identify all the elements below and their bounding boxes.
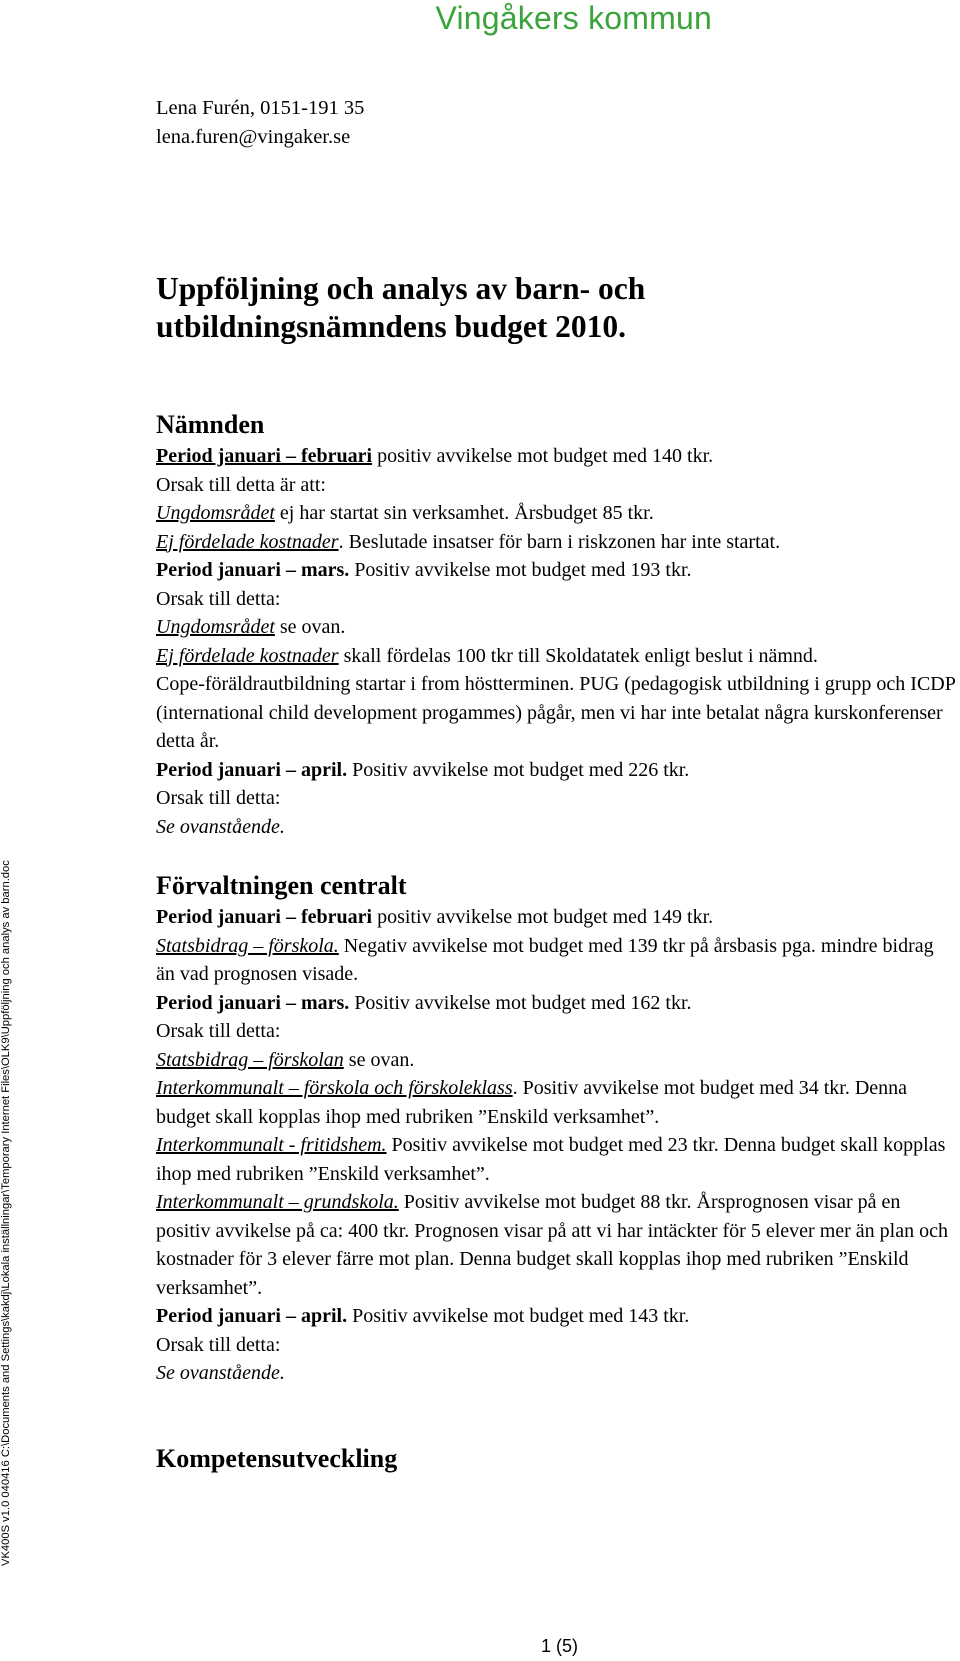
paragraph: Se ovanstående. — [156, 815, 285, 838]
document-title — [156, 270, 645, 346]
section-heading: Nämnden — [156, 410, 265, 439]
text: Positiv avvikelse mot budget 88 tkr. Årsprognosen visar på en positiv avvikelse på ca: 400 tkr. Prognosen visar på att vi har intäckter för 5 elever mer än plan och kostnader för 3 elever färre mot plan. Denna budget skall kopplas ihop med rubriken ”Enskild verksamhet”. — [156, 1191, 948, 1299]
text: se ovan. — [274, 616, 346, 638]
section-forvaltningen — [156, 869, 956, 1388]
period-label: Period januari – april. — [156, 758, 348, 781]
organization-name: Vingåkers kommun — [435, 0, 712, 36]
topic-link: Interkommunalt – grundskola. — [156, 1191, 399, 1213]
period-label: Period januari – februari — [156, 445, 373, 467]
paragraph: Orsak till detta är att: — [156, 473, 326, 496]
text: positiv avvikelse mot budget med 149 tkr. — [372, 906, 714, 928]
paragraph — [156, 442, 956, 471]
paragraph — [156, 1074, 956, 1131]
paragraph: Se ovanstående. — [156, 1362, 285, 1384]
text: Positiv avvikelse mot budget med 193 tkr. — [349, 559, 692, 581]
paragraph — [156, 528, 956, 557]
text: Positiv avvikelse mot budget med 23 tkr. Denna budget skall kopplas ihop med rubriken ”Enskild verksamhet”. — [156, 1134, 946, 1185]
section-namnden — [156, 408, 956, 841]
title-line-2: utbildningsnämndens budget 2010. — [156, 309, 627, 344]
paragraph: Orsak till detta: — [156, 1333, 281, 1356]
section-heading: Förvaltningen centralt — [156, 871, 407, 900]
topic-link: Ungdomsrådet — [156, 502, 275, 524]
contact-name-phone: Lena Furén, 0151-191 35 — [156, 97, 365, 119]
paragraph — [156, 1131, 956, 1188]
contact-email: lena.furen@vingaker.se — [156, 126, 351, 148]
paragraph — [156, 642, 956, 671]
text: ej har startat sin verksamhet. Årsbudget 85 tkr. — [274, 502, 654, 524]
topic-link: Statsbidrag – förskolan — [156, 1048, 344, 1071]
paragraph — [156, 756, 956, 785]
topic-link: Interkommunalt – förskola och förskoleklass — [156, 1077, 513, 1099]
text: se ovan. — [343, 1048, 415, 1071]
text: skall fördelas 100 tkr till Skoldatatek enligt beslut i nämnd. — [338, 644, 818, 667]
paragraph — [156, 499, 956, 528]
text: . Beslutade insatser för barn i riskzonen har inte startat. — [338, 530, 781, 553]
paragraph: Orsak till detta: — [156, 1020, 281, 1042]
paragraph: Orsak till detta: — [156, 787, 281, 809]
section-heading-kompetens: Kompetensutveckling — [156, 1444, 398, 1473]
text: Negativ avvikelse mot budget med 139 tkr på årsbasis pga. mindre bidrag än vad prognosen visade. — [156, 934, 934, 985]
period-label: Period januari – mars. — [156, 991, 350, 1014]
paragraph — [156, 556, 956, 585]
paragraph — [156, 1302, 956, 1331]
contact-block — [156, 94, 364, 152]
page-number: 1 (5) — [541, 1636, 579, 1656]
period-label: Period januari – februari — [156, 906, 373, 928]
side-file-path: VK400S v1.0 040416 C:\Documents and Settings\kakdj\Lokala inställningar\Temporary Internet Files\OLK9\Uppföljning och analys av barn.doc — [0, 860, 12, 1566]
text: Positiv avvikelse mot budget med 143 tkr. — [347, 1305, 690, 1327]
paragraph — [156, 989, 956, 1018]
title-line-1: Uppföljning och analys av barn- och — [156, 271, 646, 306]
paragraph — [156, 903, 956, 932]
topic-link: Ungdomsrådet — [156, 616, 275, 638]
text: Positiv avvikelse mot budget med 162 tkr. — [349, 991, 692, 1014]
period-label: Period januari – mars. — [156, 559, 350, 581]
topic-link: Ej fördelade kostnader — [156, 644, 339, 667]
text: positiv avvikelse mot budget med 140 tkr. — [372, 445, 714, 467]
topic-link: Interkommunalt - fritidshem. — [156, 1134, 387, 1156]
paragraph — [156, 1188, 956, 1302]
text: Positiv avvikelse mot budget med 226 tkr. — [347, 758, 690, 781]
paragraph — [156, 1046, 956, 1075]
paragraph — [156, 613, 956, 642]
topic-link: Statsbidrag – förskola. — [156, 934, 339, 957]
paragraph: Cope-föräldrautbildning startar i from höstterminen. PUG (pedagogisk utbildning i grupp och ICDP (international child development progammes) pågår, men vi har inte betalat några kurskonferenser detta år. — [156, 673, 956, 752]
paragraph: Orsak till detta: — [156, 587, 281, 610]
text: . Positiv avvikelse mot budget med 34 tkr. Denna budget skall kopplas ihop med rubriken ”Enskild verksamhet”. — [156, 1077, 908, 1128]
paragraph — [156, 932, 956, 989]
period-label: Period januari – april. — [156, 1305, 348, 1327]
topic-link: Ej fördelade kostnader — [156, 530, 339, 553]
